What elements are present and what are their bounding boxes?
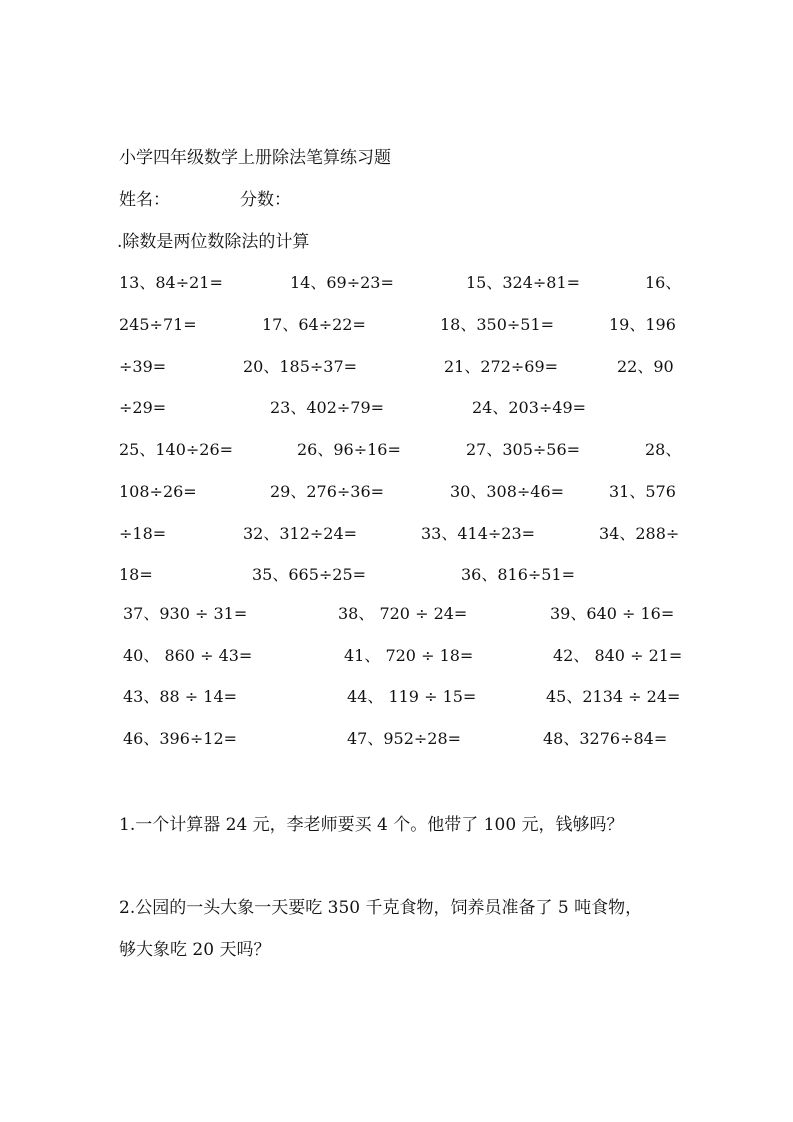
problem-25: 25、140÷26= — [119, 440, 234, 459]
name-label: 姓名： — [119, 190, 170, 210]
score-label: 分数： — [240, 190, 291, 210]
problem-43: 43、88 ÷ 14= — [123, 687, 238, 706]
problem-41: 41、 720 ÷ 18= — [344, 646, 474, 665]
problem-33: 33、414÷23= — [421, 524, 536, 543]
word-problem-2-continued: 够大象吃 20 天吗？ — [119, 940, 271, 960]
section-heading: .除数是两位数除法的计算 — [117, 232, 310, 252]
problem-44: 44、 119 ÷ 15= — [347, 687, 477, 706]
problem-38: 38、 720 ÷ 24= — [338, 604, 468, 623]
problem-22-start: 22、90 — [617, 357, 674, 376]
problem-23: 23、402÷79= — [270, 398, 385, 417]
problem-14: 14、69÷23= — [290, 273, 394, 292]
problem-47: 47、952÷28= — [347, 729, 462, 748]
problem-42: 42、 840 ÷ 21= — [553, 646, 683, 665]
problem-34-start: 34、288÷ — [599, 524, 680, 543]
problem-18: 18、350÷51= — [440, 315, 555, 334]
problem-16-end: 245÷71= — [119, 315, 197, 334]
problem-19-end: ÷39= — [119, 357, 167, 376]
problem-31-start: 31、576 — [609, 482, 676, 501]
problem-39: 39、640 ÷ 16= — [550, 604, 675, 623]
word-problem-1: 1.一个计算器 24 元，李老师要买 4 个。他带了 100 元，钱够吗？ — [119, 815, 624, 835]
problem-17: 17、64÷22= — [262, 315, 366, 334]
problem-36: 36、816÷51= — [461, 565, 576, 584]
problem-32: 32、312÷24= — [243, 524, 358, 543]
problem-16-start: 16、 — [645, 273, 682, 292]
problem-46: 46、396÷12= — [123, 729, 238, 748]
problem-35: 35、665÷25= — [252, 565, 367, 584]
problem-13: 13、84÷21= — [119, 273, 223, 292]
worksheet-title: 小学四年级数学上册除法笔算练习题 — [119, 148, 391, 168]
problem-19-start: 19、196 — [609, 315, 676, 334]
problem-27: 27、305÷56= — [466, 440, 581, 459]
problem-40: 40、 860 ÷ 43= — [123, 646, 253, 665]
problem-28-start: 28、 — [645, 440, 682, 459]
problem-15: 15、324÷81= — [466, 273, 581, 292]
problem-31-end: ÷18= — [119, 524, 167, 543]
problem-20: 20、185÷37= — [243, 357, 358, 376]
problem-29: 29、276÷36= — [270, 482, 385, 501]
problem-24: 24、203÷49= — [472, 398, 587, 417]
problem-21: 21、272÷69= — [444, 357, 559, 376]
problem-26: 26、96÷16= — [297, 440, 401, 459]
problem-45: 45、2134 ÷ 24= — [546, 687, 681, 706]
word-problem-2: 2.公园的一头大象一天要吃 350 千克食物，饲养员准备了 5 吨食物， — [119, 898, 643, 918]
problem-48: 48、3276÷84= — [543, 729, 668, 748]
problem-34-end: 18= — [119, 565, 153, 584]
problem-28-end: 108÷26= — [119, 482, 197, 501]
problem-22-end: ÷29= — [119, 398, 167, 417]
problem-30: 30、308÷46= — [450, 482, 565, 501]
problem-37: 37、930 ÷ 31= — [123, 604, 248, 623]
